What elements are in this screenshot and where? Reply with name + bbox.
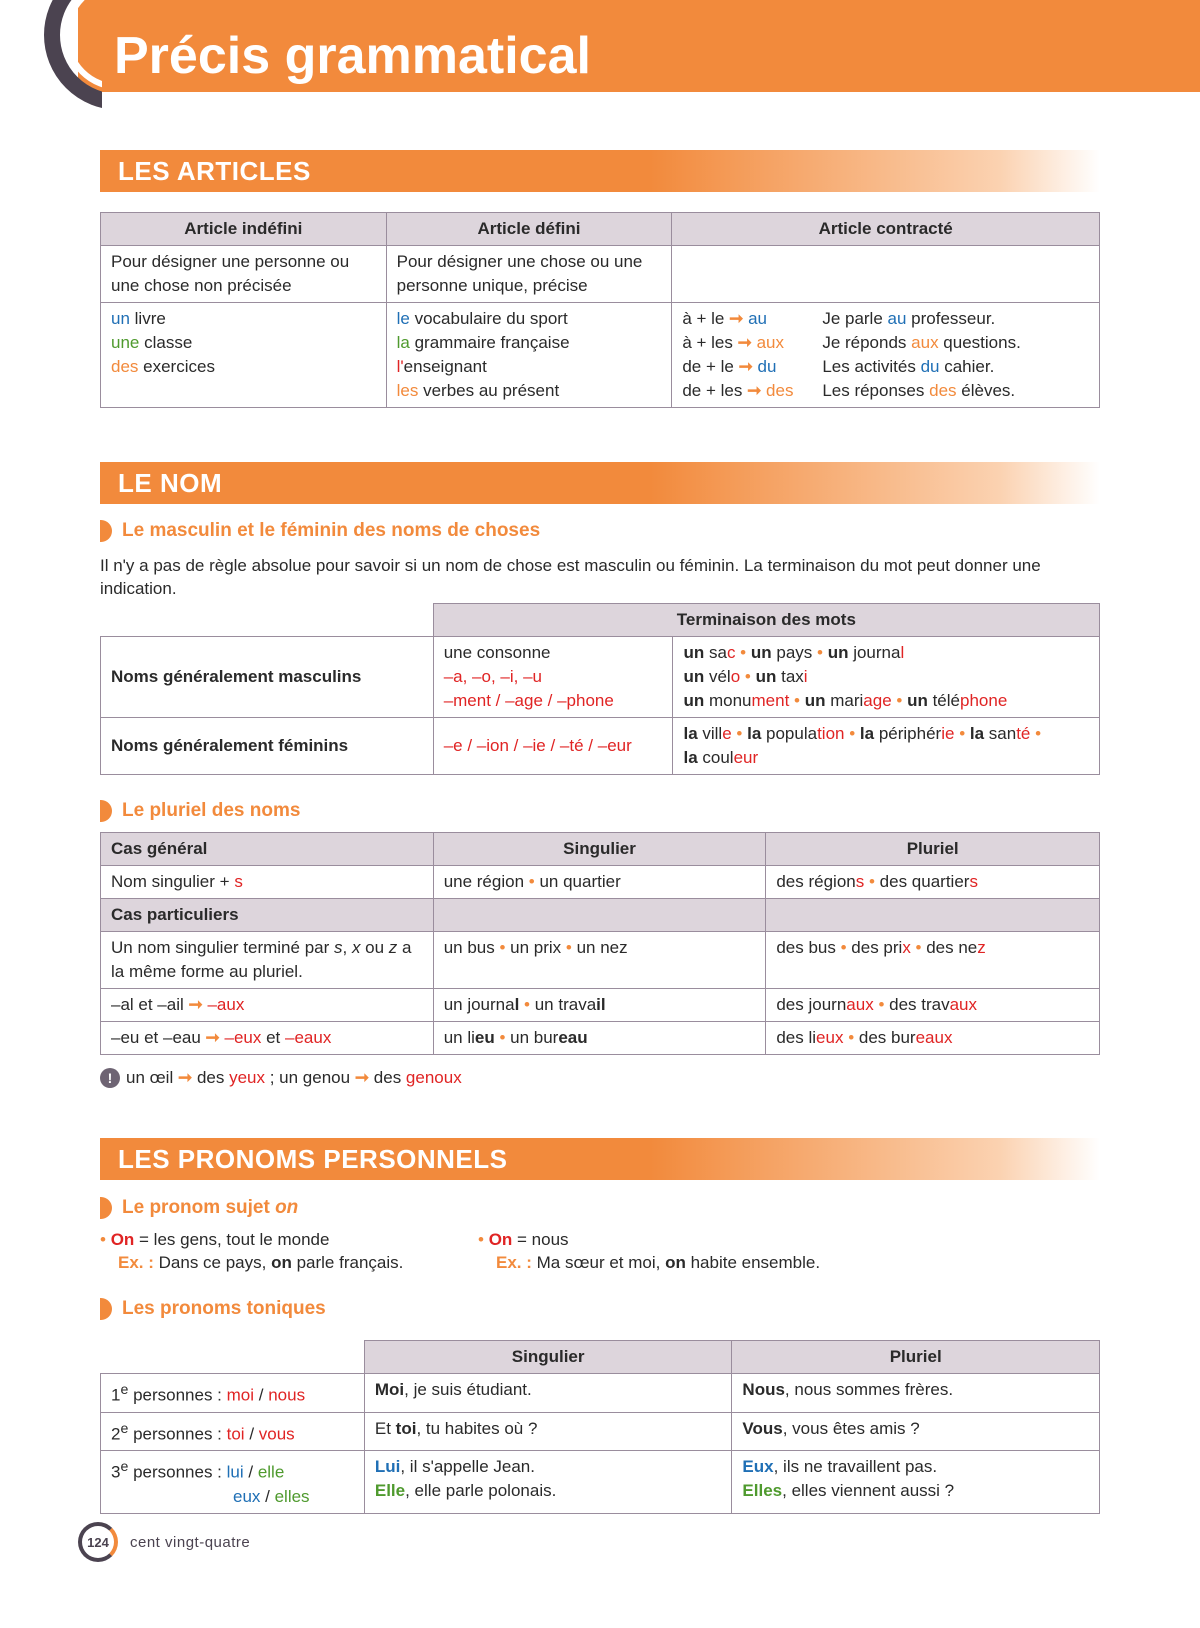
list-item [111, 355, 376, 379]
list-item [682, 307, 1089, 331]
pronoun: Lui [374, 1457, 401, 1477]
column-header: Pluriel [766, 833, 1100, 866]
example-post: professeur. [906, 309, 996, 328]
pronoun: toi [226, 1424, 245, 1444]
table-cell [364, 1374, 732, 1413]
table-row [101, 246, 1100, 303]
example-text [822, 307, 995, 331]
subheading-masculin-feminin [100, 520, 540, 542]
rule-text: ou [360, 938, 389, 957]
example-text: Dans ce pays, [153, 1253, 272, 1272]
table-row [101, 866, 1100, 899]
column-header: Article contracté [672, 213, 1100, 246]
example-word: des région [776, 872, 856, 891]
table-row [101, 1341, 1100, 1374]
row-header: Noms généralement féminins [101, 718, 434, 775]
note-part: yeux [229, 1068, 265, 1087]
subheading-text [122, 1197, 298, 1219]
intro-paragraph: Il n'y a pas de règle absolue pour savoir si un nom de chose est masculin ou féminin. La terminaison du mot peut donner une indication. [100, 556, 1041, 598]
tab-marker-icon [100, 520, 112, 542]
table-cell: 2e personnes : toi / vous [101, 1412, 365, 1451]
page-number-words: cent vingt-quatre [130, 1533, 251, 1551]
rule-text: Un nom singulier terminé par [111, 938, 334, 957]
table-cell [732, 1374, 1100, 1413]
arrow-icon: ➞ [177, 1068, 193, 1087]
column-header: Article défini [386, 213, 672, 246]
example-on: on [271, 1253, 292, 1272]
rule-text: à + les [682, 333, 738, 352]
table-cell: un journal • un travail [433, 989, 766, 1022]
noun-text: grammaire française [409, 333, 570, 352]
note-text [126, 1068, 462, 1088]
table-row [101, 637, 1100, 718]
page-footer [78, 1522, 250, 1562]
example-text [822, 379, 1015, 403]
example-article: des [929, 381, 957, 400]
column-header: Singulier [433, 833, 766, 866]
person-number: 3 [111, 1462, 121, 1482]
rule-text: –eu et –eau [111, 1028, 206, 1047]
table-row [101, 303, 1100, 408]
example-text: , elle parle polonais. [405, 1481, 557, 1501]
ordinal-suffix: e [120, 1420, 129, 1437]
arrow-icon: ➞ [188, 995, 203, 1014]
arrow-icon: ➞ [205, 1028, 220, 1047]
subheading-pluriel [100, 800, 300, 822]
table-row [101, 718, 1100, 775]
article-word: des [111, 357, 139, 376]
arrow-icon: ➞ [737, 333, 752, 352]
table-cell [386, 303, 672, 408]
contraction-result: des [761, 381, 794, 400]
note-part: genoux [405, 1068, 462, 1087]
example-text: , je suis étudiant. [404, 1380, 532, 1399]
definition-line: • On = nous [478, 1230, 569, 1249]
example-line: un sac • un pays • un journal [683, 643, 905, 662]
example-line [375, 1479, 722, 1503]
arrow-icon: ➞ [354, 1068, 370, 1087]
example-article: du [920, 357, 940, 376]
list-item [397, 355, 662, 379]
ending-text: une consonne [443, 643, 551, 662]
table-cell [101, 1022, 434, 1055]
table-cell: des bus • des prix • des nez [766, 932, 1100, 989]
ordinal-suffix: e [120, 1459, 129, 1476]
table-cell [433, 637, 673, 718]
column-header: Article indéfini [101, 213, 387, 246]
table-cell: Pour désigner une personne ou une chose non précisée [101, 246, 387, 303]
rule-text: de + le [682, 357, 739, 376]
pronoms-toniques-table [100, 1340, 1100, 1514]
letter: z [388, 938, 398, 957]
table-row [101, 1374, 1100, 1413]
genre-table [100, 603, 1100, 775]
section-pronoms [100, 1138, 1100, 1180]
example-text: parle français. [291, 1253, 404, 1272]
table-cell [673, 637, 1100, 718]
table-cell [766, 899, 1100, 932]
pronoun: lui [226, 1462, 244, 1482]
pluriel-table [100, 832, 1100, 1055]
irregular-plural-note [100, 1068, 462, 1088]
articles-table [100, 212, 1100, 408]
contraction-rule [682, 355, 822, 379]
example-pre: Je parle [822, 309, 888, 328]
pronoun: Nous [742, 1380, 785, 1399]
example-text: , ils ne travaillent pas. [773, 1457, 938, 1477]
noun-text: classe [139, 333, 193, 352]
contraction-result: au [743, 309, 767, 328]
article-word: le [396, 309, 410, 328]
table-cell [101, 866, 434, 899]
rule-text: a la même forme au pluriel. [111, 938, 412, 981]
subheading-pronoms-toniques [100, 1298, 326, 1320]
list-item [111, 307, 376, 331]
letter: s [333, 938, 343, 957]
column-header: Pluriel [732, 1341, 1100, 1374]
pronoun: moi [226, 1385, 255, 1405]
example-line: un vélo • un taxi [683, 667, 808, 686]
note-part: des [369, 1068, 406, 1087]
table-cell [732, 1451, 1100, 1514]
subheading-text: Le pluriel des noms [122, 800, 301, 821]
table-row [101, 213, 1100, 246]
example-text [822, 331, 1021, 355]
noun-text: exercices [138, 357, 215, 376]
table-cell [101, 932, 434, 989]
rule-result: –aux [202, 995, 245, 1014]
table-cell [101, 303, 387, 408]
example-post: questions. [938, 333, 1021, 352]
article-word: les [396, 381, 419, 400]
table-row [101, 1451, 1100, 1514]
list-item [111, 331, 376, 355]
list-item [397, 379, 662, 403]
example-line [375, 1455, 722, 1479]
example-label: Ex. : [118, 1253, 154, 1272]
example-text: , vous êtes amis ? [782, 1418, 920, 1438]
example-text: , tu habites où ? [416, 1418, 538, 1438]
table-cell [101, 1341, 365, 1374]
pronoun: Elles [742, 1481, 783, 1501]
table-row [101, 833, 1100, 866]
table-cell [673, 718, 1100, 775]
table-cell: des lieux • des bureaux [766, 1022, 1100, 1055]
table-row [101, 604, 1100, 637]
table-cell: un lieu • un bureau [433, 1022, 766, 1055]
rule-text: Nom singulier + [111, 872, 235, 891]
example-line: la ville • la population • la périphérie • la santé • [683, 724, 1042, 743]
page-title: Précis grammatical [114, 27, 591, 85]
list-item [682, 379, 1089, 403]
noun-text: enseignant [403, 357, 487, 376]
ending-text: –a, –o, –i, –u [443, 667, 542, 686]
table-row [101, 1022, 1100, 1055]
section-title: LES ARTICLES [118, 156, 311, 186]
section-articles [100, 150, 1100, 192]
person-label: personnes : [128, 1462, 227, 1482]
arrow-icon: ➞ [747, 381, 762, 400]
pronoun: eux [233, 1486, 261, 1506]
rule-text: , [342, 938, 352, 957]
person-line: eux / elles [233, 1486, 310, 1506]
article-word: l' [396, 357, 404, 376]
noun-text: livre [129, 309, 166, 328]
table-cell: des régions • des quartiers [766, 866, 1100, 899]
rule-text: –al et –ail [111, 995, 189, 1014]
table-row [101, 899, 1100, 932]
on-meaning-2 [478, 1228, 820, 1274]
table-cell [672, 246, 1100, 303]
noun-text: verbes au présent [418, 381, 560, 400]
pronoun: Eux [742, 1457, 774, 1477]
section-nom [100, 462, 1100, 504]
article-word: la [396, 333, 410, 352]
list-item [397, 307, 662, 331]
column-header: Terminaison des mots [433, 604, 1099, 637]
note-part: des [192, 1068, 230, 1087]
row-header: Cas particuliers [101, 899, 434, 932]
example-pre: Les activités [822, 357, 921, 376]
tab-marker-icon [100, 1298, 112, 1320]
example-label: Ex. : [496, 1253, 532, 1272]
example-word: des quartier [879, 872, 970, 891]
column-header: Cas général [101, 833, 434, 866]
table-cell [101, 1451, 365, 1514]
person-line: 3e personnes : lui / elle [111, 1459, 285, 1482]
example-text: , nous sommes frères. [784, 1380, 954, 1399]
table-cell: Pour désigner une chose ou une personne unique, précise [386, 246, 672, 303]
example-text: , elles viennent aussi ? [782, 1481, 955, 1501]
person-number: 2 [111, 1424, 121, 1444]
list-item [682, 355, 1089, 379]
ending-text: –ment / –age / –phone [443, 691, 614, 710]
example-line [478, 1251, 820, 1274]
article-word: une [111, 333, 140, 352]
subheading-text: Les pronoms toniques [122, 1298, 326, 1319]
example-text [822, 355, 994, 379]
on-word: On [110, 1230, 135, 1249]
tab-marker-icon [100, 1197, 112, 1219]
section-title: LE NOM [118, 468, 223, 498]
row-header: Noms généralement masculins [101, 637, 434, 718]
arrow-icon: ➞ [738, 357, 753, 376]
example-post: élèves. [956, 381, 1016, 400]
example-pre: Les réponses [822, 381, 930, 400]
person-label: personnes : [128, 1385, 227, 1405]
example-article: au [887, 309, 907, 328]
example-line [742, 1479, 1089, 1503]
warning-icon: ! [100, 1068, 120, 1088]
example-text: Ma sœur et moi, [531, 1253, 666, 1272]
letter: x [351, 938, 361, 957]
table-cell: un bus • un prix • un nez [433, 932, 766, 989]
example-text: , il s'appelle Jean. [400, 1457, 535, 1477]
contraction-rule [682, 331, 822, 355]
table-cell [364, 1412, 732, 1451]
example-line: un monument • un mariage • un téléphone [683, 691, 1008, 710]
subheading-pronom-on [100, 1197, 298, 1219]
rule-text: de + les [682, 381, 748, 400]
tab-marker-icon [100, 800, 112, 822]
page-number: 124 [78, 1522, 118, 1562]
table-cell [732, 1412, 1100, 1451]
subheading-part: on [275, 1197, 299, 1218]
example-text: Et [374, 1418, 396, 1438]
column-header: Singulier [364, 1341, 732, 1374]
contraction-result: du [752, 357, 777, 376]
arrow-icon: ➞ [729, 309, 744, 328]
definition-text: = nous [512, 1230, 569, 1249]
table-cell: 1e personnes : moi / nous [101, 1374, 365, 1413]
table-cell [364, 1451, 732, 1514]
rule-text: à + le [682, 309, 730, 328]
noun-text: vocabulaire du sport [409, 309, 568, 328]
on-meaning-1 [100, 1228, 403, 1274]
example-on: on [665, 1253, 686, 1272]
subheading-part: Le pronom sujet [122, 1197, 276, 1218]
table-cell [101, 989, 434, 1022]
pronoun: Elle [374, 1481, 406, 1501]
table-cell [433, 899, 766, 932]
table-cell [101, 604, 434, 637]
example-pre: Je réponds [822, 333, 912, 352]
pronoun: Moi [374, 1380, 405, 1399]
subheading-text: Le masculin et le féminin des noms de choses [122, 520, 541, 541]
table-row [101, 1412, 1100, 1451]
example-word: un quartier [539, 872, 621, 891]
rule-result: –eaux [285, 1028, 332, 1047]
note-part: un œil [126, 1068, 178, 1087]
example-text: habite ensemble. [685, 1253, 821, 1272]
pronoun: nous [268, 1385, 306, 1405]
example-article: aux [911, 333, 939, 352]
table-cell: une région • un quartier [433, 866, 766, 899]
definition-text: = les gens, tout le monde [134, 1230, 330, 1249]
contraction-rule [682, 307, 822, 331]
rule-result: –eux [219, 1028, 262, 1047]
person-label: personnes : [128, 1424, 227, 1444]
rule-text: et [261, 1028, 285, 1047]
example-post: cahier. [939, 357, 995, 376]
contraction-rule [682, 379, 822, 403]
table-row [101, 989, 1100, 1022]
pronoun: toi [395, 1418, 417, 1438]
on-word: On [488, 1230, 513, 1249]
definition-line: • On = les gens, tout le monde [100, 1230, 330, 1249]
pronoun: vous [258, 1424, 295, 1444]
person-number: 1 [111, 1385, 121, 1405]
list-item [397, 331, 662, 355]
list-item [682, 331, 1089, 355]
table-cell: –e / –ion / –ie / –té / –eur [433, 718, 673, 775]
note-part: ; un genou [265, 1068, 355, 1087]
section-title: LES PRONOMS PERSONNELS [118, 1144, 508, 1174]
plural-mark: s [234, 872, 243, 891]
table-row [101, 932, 1100, 989]
contraction-result: aux [751, 333, 784, 352]
article-word: un [111, 309, 130, 328]
table-cell [672, 303, 1100, 408]
ordinal-suffix: e [120, 1382, 129, 1398]
example-line [100, 1251, 403, 1274]
pronoun: elle [257, 1462, 285, 1482]
pronoun: elles [274, 1486, 310, 1506]
table-cell: des journaux • des travaux [766, 989, 1100, 1022]
example-line: la couleur [683, 748, 759, 767]
example-word: une région [443, 872, 525, 891]
pronoun: Vous [742, 1418, 783, 1438]
example-line [742, 1455, 1089, 1479]
